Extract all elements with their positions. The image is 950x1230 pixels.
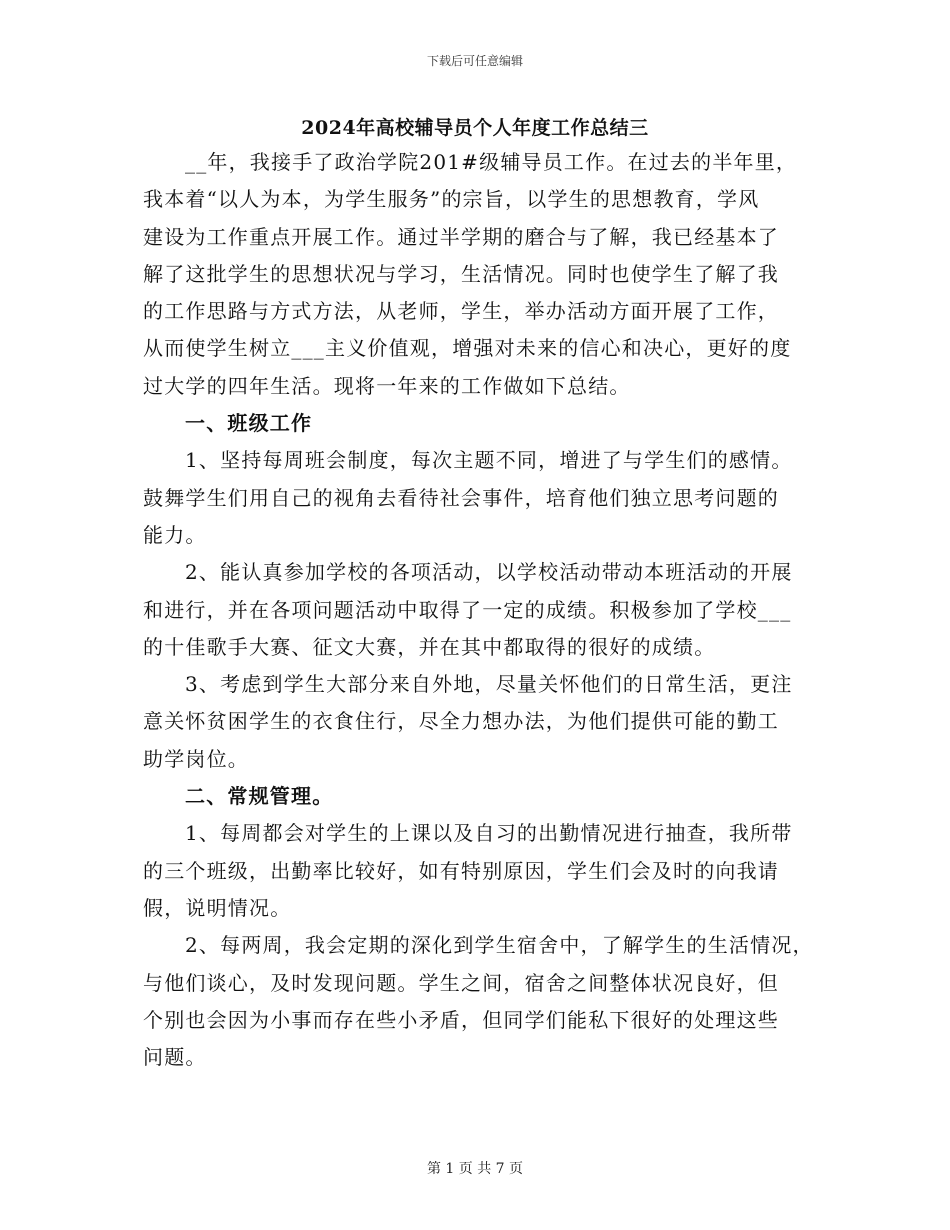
- paragraph-line: 3、考虑到学生大部分来自外地，尽量关怀他们的日常生活，更注: [185, 672, 793, 697]
- paragraph-line: 2、每两周，我会定期的深化到学生宿舍中，了解学生的生活情况，: [185, 933, 814, 958]
- paragraph-line: 个别也会因为小事而存在些小矛盾，但同学们能私下很好的处理这些: [143, 1007, 779, 1032]
- paragraph-line: 解了这批学生的思想状况与学习，生活情况。同时也使学生了解了我: [143, 261, 779, 286]
- page-number: 第 1 页 共 7 页: [426, 1161, 524, 1177]
- section-heading-class-work: 一、班级工作: [185, 411, 313, 436]
- paragraph-line: 的工作思路与方式方法，从老师，学生，举办活动方面开展了工作，: [143, 299, 779, 324]
- paragraph-line: 的三个班级，出勤率比较好，如有特别原因，学生们会及时的向我请: [143, 858, 779, 883]
- paragraph-line: 假，说明情况。: [143, 895, 292, 920]
- paragraph-line: 意关怀贫困学生的衣食住行，尽全力想办法，为他们提供可能的勤工: [143, 709, 779, 734]
- document-title: 2024年高校辅导员个人年度工作总结三: [301, 117, 649, 139]
- section-heading-routine-management: 二、常规管理。: [185, 784, 334, 809]
- paragraph-line: 2、能认真参加学校的各项活动，以学校活动带动本班活动的开展: [185, 560, 793, 585]
- paragraph-line: 与他们谈心，及时发现问题。学生之间，宿舍之间整体状况良好，但: [143, 970, 779, 995]
- paragraph-line: 建设为工作重点开展工作。通过半学期的磨合与了解，我已经基本了: [143, 224, 779, 249]
- paragraph-line: 能力。: [143, 522, 207, 547]
- paragraph-line: __年，我接手了政治学院201#级辅导员工作。在过去的半年里，: [185, 150, 798, 174]
- paragraph-line: 助学岗位。: [143, 746, 249, 771]
- paragraph-line: 和进行，并在各项问题活动中取得了一定的成绩。积极参加了学校___: [143, 597, 792, 622]
- paragraph-line: 过大学的四年生活。现将一年来的工作做如下总结。: [143, 373, 631, 398]
- paragraph-line: 我本着“以人为本，为学生服务”的宗旨，以学生的思想教育，学风: [143, 187, 760, 212]
- paragraph-line: 从而使学生树立___主义价值观，增强对未来的信心和决心，更好的度: [143, 336, 792, 361]
- paragraph-line: 鼓舞学生们用自己的视角去看待社会事件，培育他们独立思考问题的: [143, 485, 779, 510]
- page-header-note: 下载后可任意编辑: [426, 54, 523, 68]
- paragraph-line: 问题。: [143, 1045, 207, 1070]
- paragraph-line: 1、每周都会对学生的上课以及自习的出勤情况进行抽查，我所带: [185, 821, 793, 846]
- paragraph-line: 的十佳歌手大赛、征文大赛，并在其中都取得的很好的成绩。: [143, 634, 716, 659]
- document-body: [143, 144, 815, 1076]
- paragraph-line: 1、坚持每周班会制度，每次主题不同，增进了与学生们的感情。: [185, 448, 793, 473]
